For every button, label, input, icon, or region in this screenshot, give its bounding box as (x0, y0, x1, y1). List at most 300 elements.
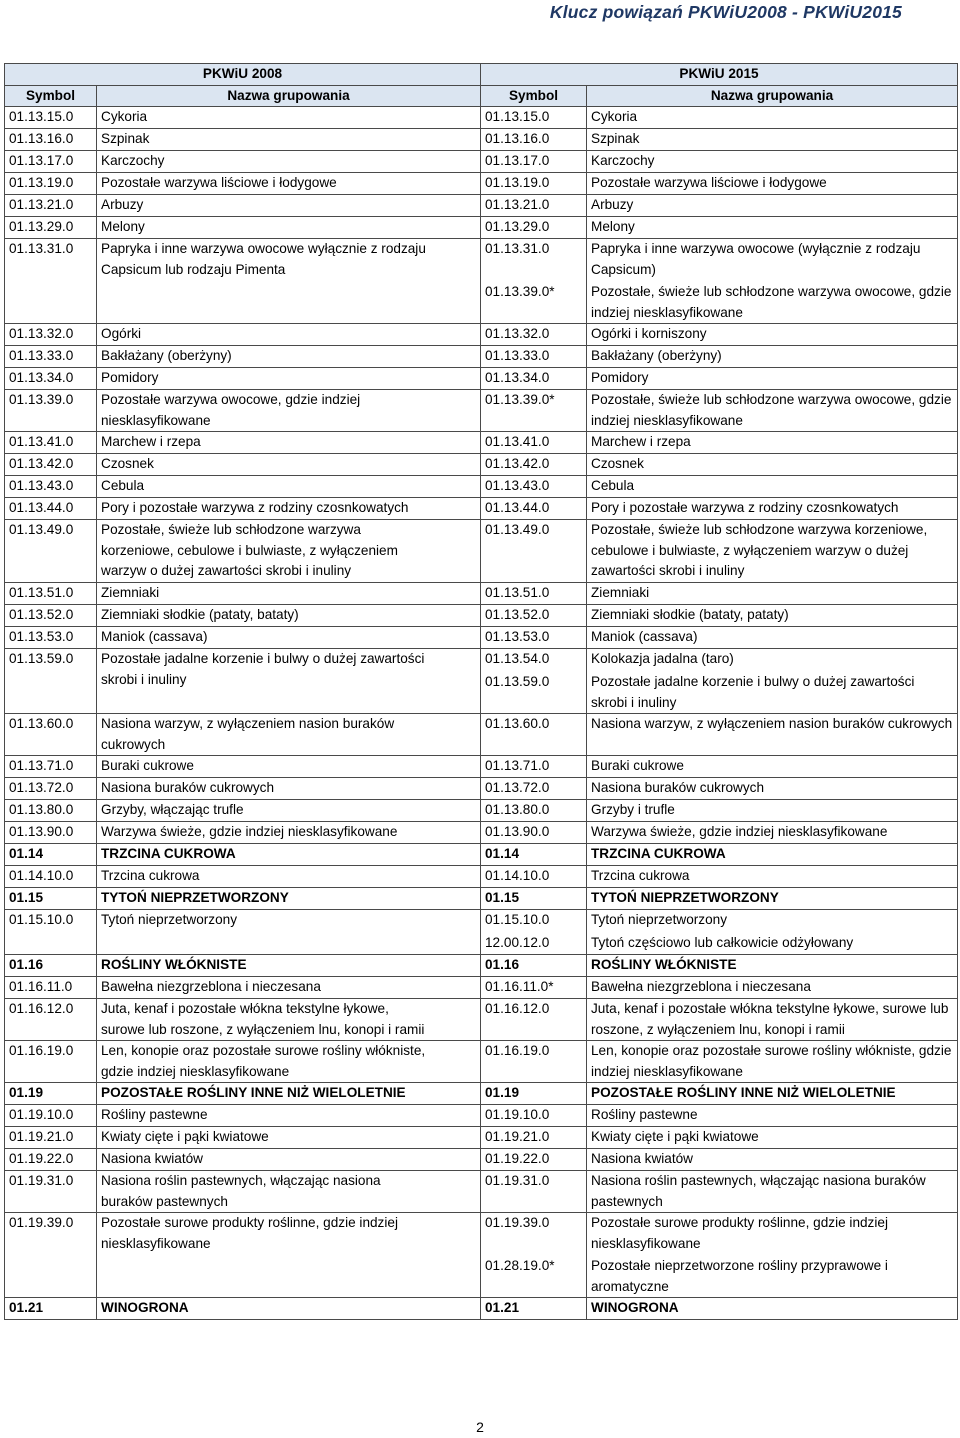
name-2008-line: korzeniowe, cebulowe i bulwiaste, z wyłączeniem (101, 542, 398, 558)
symbol-2008-cell: 01.13.71.0 (5, 756, 97, 778)
symbol-2015-entry: 01.16.12.0 (485, 1001, 550, 1016)
name-2008-cell (97, 999, 481, 1041)
name-2015-entry: Ziemniaki (591, 585, 650, 600)
symbol-2008-cell: 01.19.10.0 (5, 1105, 97, 1127)
name-2015-entry: Cykoria (591, 109, 638, 124)
table-row (5, 977, 958, 999)
symbol-2008-cell: 01.13.60.0 (5, 714, 97, 756)
name-2008-line: Marchew i rzepa (101, 434, 201, 449)
symbol-2015-entry: 01.15 (485, 890, 520, 905)
symbol-2008-cell: 01.13.90.0 (5, 822, 97, 844)
name-2008-cell (97, 520, 481, 583)
name-2008-cell (97, 844, 481, 866)
symbol-2015-entry: 01.13.49.0 (485, 522, 550, 537)
name-2015-entry: Arbuzy (591, 197, 634, 212)
symbol-2008-cell: 01.15 (5, 888, 97, 910)
name-2015-cell (587, 866, 958, 888)
name-2008-line: Juta, kenaf i pozostałe włókna tekstylne łykowe, (101, 1001, 389, 1016)
table-row (5, 583, 958, 605)
symbol-2008-cell: 01.13.15.0 (5, 107, 97, 129)
table-row (5, 195, 958, 217)
symbol-2008-cell: 01.13.32.0 (5, 324, 97, 346)
name-2015-cell (587, 454, 958, 476)
symbol-2015-entry: 01.13.34.0 (485, 370, 550, 385)
table-row (5, 999, 958, 1041)
name-2015-cell (587, 368, 958, 390)
name-2008-cell (97, 888, 481, 910)
name-2008-cell (97, 195, 481, 217)
symbol-2015-entry: 01.13.53.0 (485, 629, 550, 644)
name-2015-cell (587, 714, 958, 756)
column-header-name-2008: Nazwa grupowania (97, 85, 481, 107)
name-2015-cell (587, 800, 958, 822)
name-2015-cell (587, 498, 958, 520)
name-2015-cell (587, 955, 958, 977)
symbol-2015-entry: 01.19.10.0 (485, 1107, 550, 1122)
table-row (5, 498, 958, 520)
table-row (5, 368, 958, 390)
name-2015-entry: Pozostałe warzywa liściowe i łodygowe (591, 175, 827, 190)
name-2008-line: Len, konopie oraz pozostałe surowe rośliny włókniste, (101, 1043, 426, 1058)
name-2008-cell (97, 756, 481, 778)
name-2015-cell (587, 756, 958, 778)
name-2015-entry: Bakłażany (oberżyny) (591, 348, 722, 363)
symbol-2015-entry: 01.13.39.0* (485, 392, 555, 407)
symbol-2015-cell (481, 822, 587, 844)
symbol-2008-cell: 01.13.43.0 (5, 476, 97, 498)
symbol-2015-entry: 01.13.19.0 (485, 175, 550, 190)
name-2008-line: POZOSTAŁE ROŚLINY INNE NIŻ WIELOLETNIE (101, 1085, 406, 1100)
name-2008-cell (97, 498, 481, 520)
name-2008-line: Rośliny pastewne (101, 1107, 208, 1122)
name-2008-line: niesklasyfikowane (101, 412, 211, 428)
symbol-2015-entry: 01.13.90.0 (485, 824, 550, 839)
symbol-2008-cell: 01.13.17.0 (5, 151, 97, 173)
symbol-2015-cell (481, 239, 587, 324)
name-2015-entry: Kwiaty cięte i pąki kwiatowe (591, 1129, 759, 1144)
table-body (5, 107, 958, 1320)
name-2008-line: Bakłażany (oberżyny) (101, 348, 232, 363)
name-2008-line: buraków pastewnych (101, 1193, 228, 1209)
name-2015-entry: POZOSTAŁE ROŚLINY INNE NIŻ WIELOLETNIE (591, 1085, 896, 1100)
table-row (5, 1171, 958, 1213)
name-2015-entry: Tytoń nieprzetworzony (591, 912, 728, 927)
symbol-2015-entry: 12.00.12.0 (485, 935, 550, 950)
symbol-2008-cell: 01.13.44.0 (5, 498, 97, 520)
name-2015-cell (587, 217, 958, 239)
name-2015-cell (587, 390, 958, 432)
column-header-symbol-2008: Symbol (5, 85, 97, 107)
name-2008-line: ROŚLINY WŁÓKNISTE (101, 957, 247, 972)
symbol-2015-cell (481, 1298, 587, 1320)
name-2015-entry: Nasiona warzyw, z wyłączeniem nasion buraków cukrowych (591, 716, 953, 731)
symbol-2015-entry: 01.13.54.0 (485, 651, 550, 666)
name-2015-cell (587, 1041, 958, 1083)
table-row (5, 454, 958, 476)
name-2015-cell (587, 1213, 958, 1298)
name-2008-line: Trzcina cukrowa (101, 868, 200, 883)
table-row (5, 1298, 958, 1320)
name-2008-line: Melony (101, 219, 145, 234)
name-2008-line: Ogórki (101, 326, 142, 341)
name-2008-line: Pozostałe, świeże lub schłodzone warzywa (101, 522, 361, 537)
name-2015-entry: Pozostałe, świeże lub schłodzone warzywa owocowe, gdzie indziej niesklasyfikowane (591, 392, 952, 428)
name-2008-line: Nasiona kwiatów (101, 1151, 203, 1166)
name-2015-entry: Juta, kenaf i pozostałe włókna tekstylne łykowe, surowe lub roszone, z wyłączeniem lnu, konopi i ramii (591, 1001, 949, 1037)
name-2008-line: Pory i pozostałe warzywa z rodziny czosnkowatych (101, 500, 409, 515)
name-2015-cell (587, 151, 958, 173)
name-2008-cell (97, 605, 481, 627)
name-2015-entry: Ogórki i korniszony (591, 326, 707, 341)
name-2008-cell (97, 173, 481, 195)
symbol-2008-cell: 01.13.31.0 (5, 239, 97, 324)
symbol-2015-entry: 01.14 (485, 846, 520, 861)
name-2015-entry: Nasiona roślin pastewnych, włączając nasiona buraków pastewnych (591, 1173, 926, 1209)
symbol-2015-cell (481, 346, 587, 368)
table-row (5, 910, 958, 955)
symbol-2015-cell (481, 107, 587, 129)
name-2008-cell (97, 649, 481, 714)
name-2015-cell (587, 649, 958, 714)
table-row (5, 955, 958, 977)
symbol-2015-cell (481, 800, 587, 822)
symbol-2015-entry: 01.15.10.0 (485, 912, 550, 927)
name-2015-entry: Cebula (591, 478, 635, 493)
symbol-2008-cell: 01.13.33.0 (5, 346, 97, 368)
name-2008-line: Tytoń nieprzetworzony (101, 912, 238, 927)
symbol-2008-cell: 01.19.31.0 (5, 1171, 97, 1213)
name-2008-cell (97, 1127, 481, 1149)
symbol-2015-cell (481, 432, 587, 454)
name-2008-cell (97, 1105, 481, 1127)
name-2008-line: Pozostałe warzywa liściowe i łodygowe (101, 175, 337, 190)
table-row (5, 151, 958, 173)
name-2008-line: Cebula (101, 478, 145, 493)
symbol-2015-cell (481, 217, 587, 239)
name-2015-entry: Pozostałe, świeże lub schłodzone warzywa owocowe, gdzie indziej niesklasyfikowane (591, 284, 952, 320)
table-row (5, 1149, 958, 1171)
name-2015-entry: Bawełna niezgrzeblona i nieczesana (591, 979, 811, 994)
table-row (5, 1105, 958, 1127)
name-2008-cell (97, 217, 481, 239)
symbol-2008-cell: 01.13.51.0 (5, 583, 97, 605)
group-header-2008: PKWiU 2008 (5, 64, 481, 86)
symbol-2015-cell (481, 195, 587, 217)
name-2008-line: Pozostałe warzywa owocowe, gdzie indziej (101, 392, 361, 407)
symbol-2008-cell: 01.13.39.0 (5, 390, 97, 432)
symbol-2008-cell: 01.14 (5, 844, 97, 866)
name-2015-cell (587, 173, 958, 195)
name-2008-cell (97, 1171, 481, 1213)
symbol-2008-cell: 01.13.21.0 (5, 195, 97, 217)
symbol-2015-cell (481, 583, 587, 605)
symbol-2015-cell (481, 649, 587, 714)
name-2008-line: Pozostałe jadalne korzenie i bulwy o dużej zawartości (101, 651, 425, 666)
name-2008-cell (97, 822, 481, 844)
symbol-2008-cell: 01.19.21.0 (5, 1127, 97, 1149)
symbol-2015-cell (481, 454, 587, 476)
symbol-2015-cell (481, 1105, 587, 1127)
name-2015-cell (587, 1083, 958, 1105)
name-2015-entry: Nasiona buraków cukrowych (591, 780, 765, 795)
symbol-2015-entry: 01.13.33.0 (485, 348, 550, 363)
symbol-2008-cell: 01.13.49.0 (5, 520, 97, 583)
symbol-2015-entry: 01.13.44.0 (485, 500, 550, 515)
name-2008-cell (97, 778, 481, 800)
symbol-2015-entry: 01.13.29.0 (485, 219, 550, 234)
symbol-2015-cell (481, 1041, 587, 1083)
symbol-2015-cell (481, 498, 587, 520)
symbol-2015-entry: 01.13.41.0 (485, 434, 550, 449)
name-2015-entry: Buraki cukrowe (591, 758, 684, 773)
symbol-2008-cell: 01.16.12.0 (5, 999, 97, 1041)
name-2008-line: Pozostałe surowe produkty roślinne, gdzie indziej (101, 1215, 398, 1230)
symbol-2015-cell (481, 844, 587, 866)
name-2015-cell (587, 346, 958, 368)
table-row (5, 800, 958, 822)
table-row (5, 605, 958, 627)
symbol-2015-entry: 01.19 (485, 1085, 520, 1100)
symbol-2015-cell (481, 756, 587, 778)
name-2008-line: Buraki cukrowe (101, 758, 194, 773)
name-2015-entry: Warzywa świeże, gdzie indziej niesklasyfikowane (591, 824, 888, 839)
name-2015-entry: Trzcina cukrowa (591, 868, 690, 883)
name-2015-cell (587, 1298, 958, 1320)
symbol-2008-cell: 01.13.19.0 (5, 173, 97, 195)
symbol-2015-entry: 01.13.21.0 (485, 197, 550, 212)
symbol-2015-cell (481, 129, 587, 151)
symbol-2015-cell (481, 977, 587, 999)
symbol-2015-cell (481, 866, 587, 888)
name-2015-entry: Pozostałe jadalne korzenie i bulwy o dużej zawartości skrobi i inuliny (591, 674, 915, 710)
name-2008-cell (97, 368, 481, 390)
symbol-2008-cell: 01.13.16.0 (5, 129, 97, 151)
table-row (5, 1041, 958, 1083)
symbol-2008-cell: 01.13.52.0 (5, 605, 97, 627)
symbol-2015-entry: 01.19.21.0 (485, 1129, 550, 1144)
name-2008-line: Maniok (cassava) (101, 629, 208, 644)
name-2008-cell (97, 324, 481, 346)
name-2015-entry: Len, konopie oraz pozostałe surowe rośliny włókniste, gdzie indziej niesklasyfikowane (591, 1043, 952, 1079)
symbol-2015-cell (481, 520, 587, 583)
name-2008-line: Nasiona warzyw, z wyłączeniem nasion buraków (101, 716, 395, 731)
name-2008-cell (97, 476, 481, 498)
symbol-2015-entry: 01.13.32.0 (485, 326, 550, 341)
table-row (5, 627, 958, 649)
name-2008-line: Nasiona buraków cukrowych (101, 780, 275, 795)
table-row (5, 390, 958, 432)
name-2008-line: Arbuzy (101, 197, 144, 212)
symbol-2015-entry: 01.13.60.0 (485, 716, 550, 731)
name-2015-entry: Grzyby i trufle (591, 802, 675, 817)
name-2015-cell (587, 239, 958, 324)
symbol-2015-cell (481, 999, 587, 1041)
symbol-2008-cell: 01.13.72.0 (5, 778, 97, 800)
name-2008-line: TYTOŃ NIEPRZETWORZONY (101, 890, 289, 905)
table-row (5, 239, 958, 324)
name-2008-cell (97, 390, 481, 432)
name-2015-entry: WINOGRONA (591, 1300, 679, 1315)
symbol-2015-entry: 01.13.51.0 (485, 585, 550, 600)
symbol-2008-cell: 01.13.59.0 (5, 649, 97, 714)
table-row (5, 217, 958, 239)
table-row (5, 432, 958, 454)
name-2015-cell (587, 195, 958, 217)
symbol-2015-entry: 01.13.39.0* (485, 284, 555, 299)
symbol-2015-cell (481, 476, 587, 498)
name-2008-cell (97, 454, 481, 476)
name-2008-line: Ziemniaki (101, 585, 160, 600)
table-column-header-row (5, 85, 958, 107)
symbol-2015-cell (481, 1127, 587, 1149)
table-row (5, 520, 958, 583)
name-2008-line: skrobi i inuliny (101, 671, 187, 687)
table-row (5, 778, 958, 800)
name-2015-cell (587, 324, 958, 346)
name-2008-cell (97, 955, 481, 977)
name-2008-line: cukrowych (101, 736, 166, 752)
table-row (5, 346, 958, 368)
name-2008-line: Kwiaty cięte i pąki kwiatowe (101, 1129, 269, 1144)
name-2008-cell (97, 1083, 481, 1105)
name-2008-line: surowe lub roszone, z wyłączeniem lnu, konopi i ramii (101, 1021, 425, 1037)
table-group-header-row (5, 64, 958, 86)
name-2008-cell (97, 977, 481, 999)
name-2015-entry: ROŚLINY WŁÓKNISTE (591, 957, 737, 972)
symbol-2015-cell (481, 1171, 587, 1213)
symbol-2015-cell (481, 627, 587, 649)
symbol-2015-entry: 01.19.39.0 (485, 1215, 550, 1230)
symbol-2015-cell (481, 151, 587, 173)
name-2015-entry: Maniok (cassava) (591, 629, 698, 644)
table-row (5, 1083, 958, 1105)
table-row (5, 129, 958, 151)
name-2015-entry: Szpinak (591, 131, 640, 146)
name-2008-cell (97, 346, 481, 368)
symbol-2008-cell: 01.13.41.0 (5, 432, 97, 454)
symbol-2008-cell: 01.14.10.0 (5, 866, 97, 888)
name-2008-line: Pomidory (101, 370, 159, 385)
name-2015-cell (587, 1149, 958, 1171)
name-2008-cell (97, 1298, 481, 1320)
symbol-2015-entry: 01.13.31.0 (485, 241, 550, 256)
name-2015-entry: Tytoń częściowo lub całkowicie odżyłowany (591, 935, 854, 950)
name-2008-cell (97, 239, 481, 324)
name-2015-entry: Pozostałe nieprzetworzone rośliny przyprawowe i aromatyczne (591, 1258, 888, 1294)
name-2015-entry: Nasiona kwiatów (591, 1151, 693, 1166)
name-2015-cell (587, 1171, 958, 1213)
column-header-symbol-2015: Symbol (481, 85, 587, 107)
name-2008-cell (97, 910, 481, 955)
symbol-2015-entry: 01.13.71.0 (485, 758, 550, 773)
name-2008-cell (97, 432, 481, 454)
name-2015-entry: Pory i pozostałe warzywa z rodziny czosnkowatych (591, 500, 899, 515)
name-2008-cell (97, 714, 481, 756)
table-row (5, 173, 958, 195)
name-2008-line: Grzyby, włączając trufle (101, 802, 244, 817)
symbol-2008-cell: 01.19.22.0 (5, 1149, 97, 1171)
name-2008-cell (97, 800, 481, 822)
name-2008-line: Warzywa świeże, gdzie indziej niesklasyfikowane (101, 824, 398, 839)
symbol-2008-cell: 01.16.11.0 (5, 977, 97, 999)
name-2015-cell (587, 910, 958, 955)
symbol-2008-cell: 01.16.19.0 (5, 1041, 97, 1083)
table-row (5, 1127, 958, 1149)
name-2008-line: Cykoria (101, 109, 148, 124)
table-row (5, 649, 958, 714)
name-2015-cell (587, 520, 958, 583)
table-row (5, 1213, 958, 1298)
column-header-name-2015: Nazwa grupowania (587, 85, 958, 107)
name-2015-entry: Marchew i rzepa (591, 434, 691, 449)
table-row (5, 866, 958, 888)
name-2008-cell (97, 583, 481, 605)
name-2008-cell (97, 1213, 481, 1298)
name-2015-cell (587, 822, 958, 844)
symbol-2008-cell: 01.13.80.0 (5, 800, 97, 822)
symbol-2008-cell: 01.13.29.0 (5, 217, 97, 239)
table-row (5, 888, 958, 910)
symbol-2015-entry: 01.19.31.0 (485, 1173, 550, 1188)
name-2015-entry: Pomidory (591, 370, 649, 385)
symbol-2015-entry: 01.16.19.0 (485, 1043, 550, 1058)
name-2008-line: niesklasyfikowane (101, 1235, 211, 1251)
name-2008-cell (97, 151, 481, 173)
symbol-2008-cell: 01.15.10.0 (5, 910, 97, 955)
symbol-2015-entry: 01.13.52.0 (485, 607, 550, 622)
name-2008-line: Capsicum lub rodzaju Pimenta (101, 261, 286, 277)
symbol-2015-entry: 01.13.43.0 (485, 478, 550, 493)
name-2015-entry: Melony (591, 219, 635, 234)
symbol-2015-entry: 01.16.11.0* (485, 979, 554, 994)
name-2015-entry: Pozostałe, świeże lub schłodzone warzywa korzeniowe, cebulowe i bulwiaste, z wyłączeniem warzyw o dużej zawartości skrobi i inuliny (591, 522, 928, 578)
name-2015-cell (587, 844, 958, 866)
name-2008-cell (97, 866, 481, 888)
symbol-2015-cell (481, 714, 587, 756)
name-2015-entry: Ziemniaki słodkie (bataty, patаty) (591, 607, 789, 622)
symbol-2015-entry: 01.13.15.0 (485, 109, 550, 124)
symbol-2008-cell: 01.21 (5, 1298, 97, 1320)
symbol-2015-entry: 01.13.16.0 (485, 131, 550, 146)
symbol-2015-entry: 01.21 (485, 1300, 520, 1315)
symbol-2008-cell: 01.19.39.0 (5, 1213, 97, 1298)
name-2008-line: Ziemniaki słodkie (pataty, bataty) (101, 607, 299, 622)
name-2008-cell (97, 107, 481, 129)
table-row (5, 714, 958, 756)
name-2015-cell (587, 583, 958, 605)
name-2008-line: gdzie indziej niesklasyfikowane (101, 1063, 290, 1079)
name-2015-cell (587, 977, 958, 999)
name-2008-line: TRZCINA CUKROWA (101, 846, 236, 861)
name-2015-cell (587, 778, 958, 800)
symbol-2015-entry: 01.13.72.0 (485, 780, 550, 795)
symbol-2015-cell (481, 1149, 587, 1171)
name-2008-cell (97, 129, 481, 151)
symbol-2015-entry: 01.19.22.0 (485, 1151, 550, 1166)
name-2015-cell (587, 1105, 958, 1127)
name-2008-line: warzyw o dużej zawartości skrobi i inuliny (101, 563, 352, 578)
symbol-2008-cell: 01.16 (5, 955, 97, 977)
name-2015-cell (587, 1127, 958, 1149)
symbol-2015-cell (481, 955, 587, 977)
table-row (5, 476, 958, 498)
symbol-2015-cell (481, 368, 587, 390)
symbol-2015-cell (481, 888, 587, 910)
page-number: 2 (476, 1419, 484, 1435)
name-2008-cell (97, 627, 481, 649)
table-row (5, 844, 958, 866)
name-2008-line: Szpinak (101, 131, 150, 146)
